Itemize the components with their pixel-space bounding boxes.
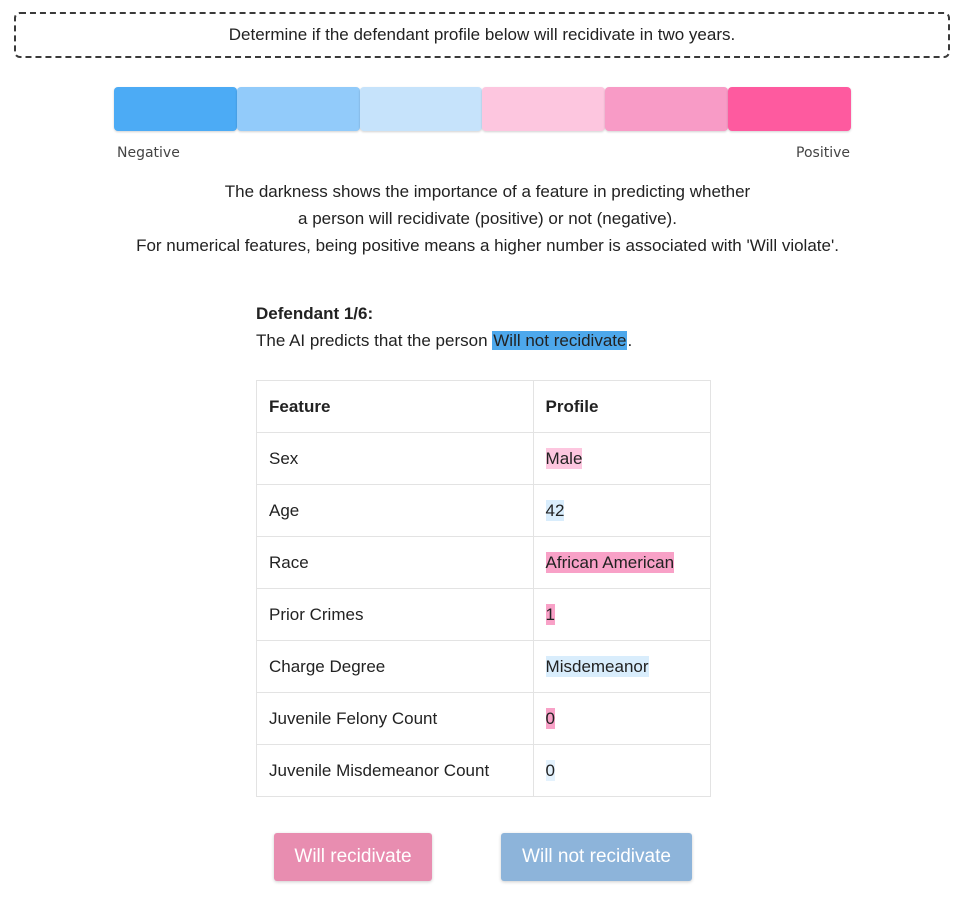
feature-name: Juvenile Felony Count	[257, 693, 534, 745]
scale-positive-label: Positive	[796, 145, 850, 161]
prediction-prefix: The AI predicts that the person	[256, 331, 493, 350]
scale-negative-label: Negative	[117, 145, 180, 161]
scale-swatch	[360, 87, 483, 131]
feature-name: Prior Crimes	[257, 589, 534, 641]
ai-prediction-sentence	[256, 327, 632, 354]
ai-prediction-value: Will not recidivate	[493, 331, 627, 350]
scale-swatch	[605, 87, 728, 131]
profile-value: African American	[545, 552, 675, 572]
table-row	[257, 745, 711, 797]
profile-value: 0	[545, 760, 556, 780]
profile-value: 42	[545, 500, 565, 520]
prediction-suffix: .	[627, 331, 633, 350]
scale-swatch	[114, 87, 237, 131]
profile-cell	[533, 485, 710, 537]
explanation-text	[0, 178, 975, 259]
task-prompt: Determine if the defendant profile below will recidivate in two years.	[228, 25, 736, 44]
profile-value: 0	[545, 708, 556, 728]
defendant-profile-table	[256, 380, 711, 797]
profile-value: Misdemeanor	[545, 656, 649, 676]
table-row	[257, 433, 711, 485]
profile-cell	[533, 537, 710, 589]
feature-name: Juvenile Misdemeanor Count	[257, 745, 534, 797]
table-row	[257, 485, 711, 537]
importance-color-scale	[114, 87, 851, 131]
profile-value: 1	[545, 604, 556, 624]
scale-swatch	[728, 87, 851, 131]
scale-swatch	[237, 87, 360, 131]
scale-swatch	[482, 87, 605, 131]
table-header-row	[257, 381, 711, 433]
feature-name: Sex	[257, 433, 534, 485]
will-not-recidivate-button[interactable]: Will not recidivate	[501, 833, 692, 881]
table-row	[257, 537, 711, 589]
profile-cell	[533, 745, 710, 797]
table-row	[257, 693, 711, 745]
explanation-line: a person will recidivate (positive) or not (negative).	[298, 209, 677, 228]
profile-column-header: Profile	[533, 381, 710, 433]
profile-cell	[533, 641, 710, 693]
explanation-line: For numerical features, being positive means a higher number is associated with 'Will violate'.	[136, 236, 839, 255]
defendant-title: Defendant 1/6:	[256, 304, 374, 323]
feature-column-header: Feature	[257, 381, 534, 433]
feature-name: Age	[257, 485, 534, 537]
profile-value: Male	[545, 448, 583, 468]
will-recidivate-button[interactable]: Will recidivate	[274, 833, 432, 881]
profile-cell	[533, 433, 710, 485]
feature-name: Race	[257, 537, 534, 589]
explanation-line: The darkness shows the importance of a feature in predicting whether	[224, 182, 751, 201]
table-row	[257, 641, 711, 693]
defendant-section	[256, 300, 632, 354]
task-prompt-box	[14, 12, 950, 58]
table-row	[257, 589, 711, 641]
feature-name: Charge Degree	[257, 641, 534, 693]
profile-cell	[533, 693, 710, 745]
profile-cell	[533, 589, 710, 641]
